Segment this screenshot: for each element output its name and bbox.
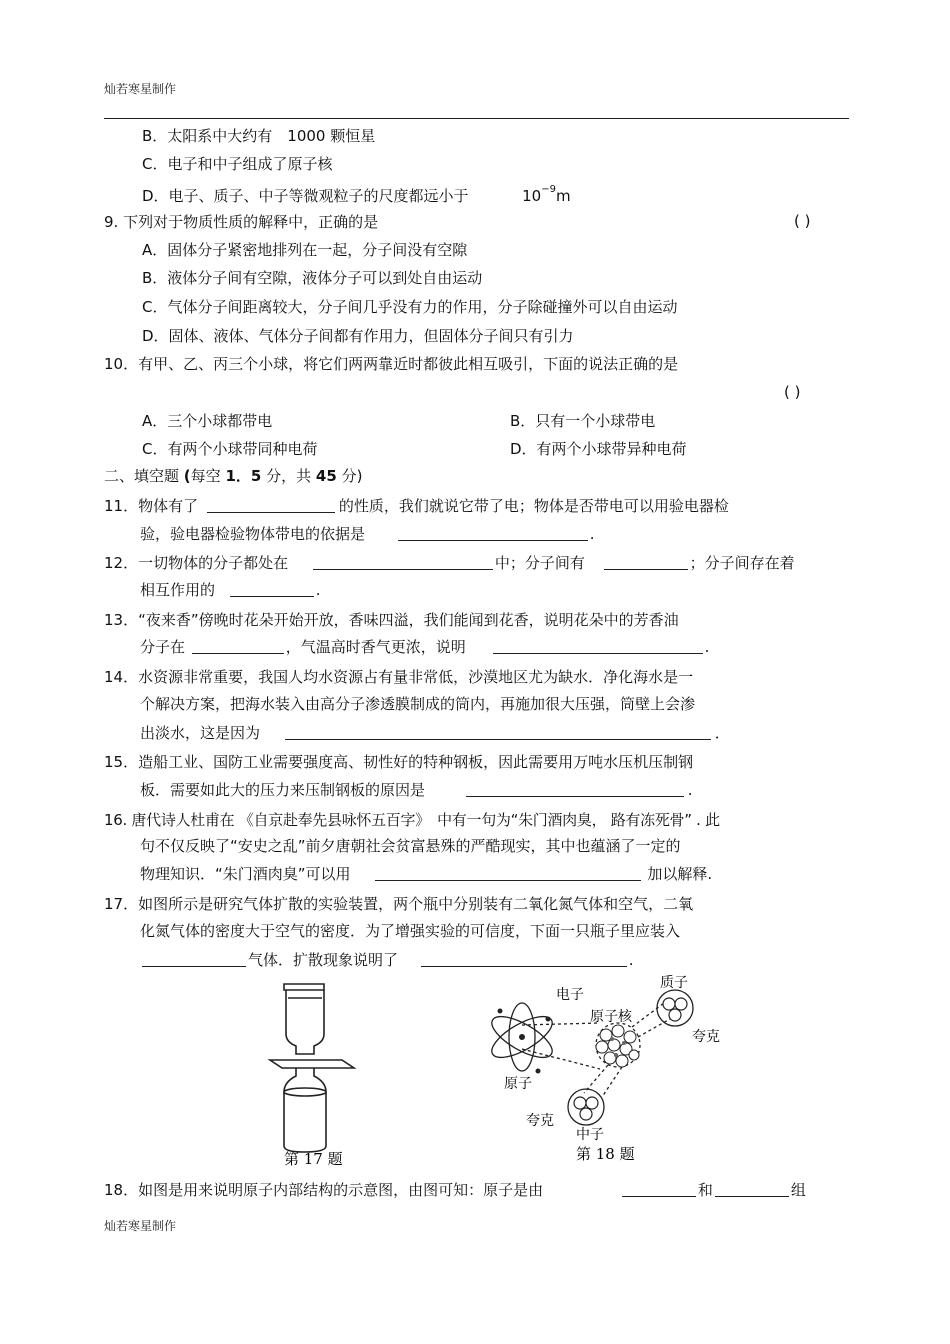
q18-blank-1[interactable] [622,1181,696,1197]
q10-option-b: B．只有一个小球带电 [510,412,656,430]
q11-text-b: 的性质，我们就说它带了电；物体是否带电可以用验电器检 [338,497,729,515]
q8-option-d-unit: m [555,187,571,205]
q11-text-a: 11．物体有了 [104,497,199,515]
figure-17-diffusion-bottles [262,978,362,1168]
q12-line-2 [140,580,321,600]
q13-line-1: 13．“夜来香”傍晚时花朵开始开放，香味四溢，我们能闻到花香，说明花朵中的芳香油 [104,611,679,629]
section-2-note-open: ( [183,467,191,485]
page-header: 灿若寒星制作 [104,82,177,96]
q14-line-2: 个解决方案，把海水装入由高分子渗透膜制成的筒内，再施加很大压强，筒壁上会渗 [140,695,696,713]
figure-17-caption: 第 17 题 [284,1150,343,1168]
q9-answer-paren: ( ) [794,212,811,230]
q14-blank-1[interactable] [285,724,711,740]
section-2-note-b: 1．5 [225,467,262,485]
q16-line-3 [140,864,712,884]
section-2-note-e: 分) [341,467,363,485]
q12-text-c: ；分子间存在着 [689,554,795,572]
q12-line-1 [104,553,795,573]
q8-option-d-exp: −9 [541,184,556,195]
section-2-title: 二、填空题 [104,467,180,485]
q10-option-d: D．有两个小球带异种电荷 [510,440,687,458]
q15-blank-1[interactable] [466,781,684,797]
q18-text-a: 18．如图是用来说明原子内部结构的示意图，由图可知：原子是由 [104,1181,544,1199]
q18-text-c: 组 [790,1181,806,1199]
q11-line-1 [104,496,729,516]
label-nucleus: 原子核 [590,1009,632,1025]
q12-blank-1[interactable] [313,554,493,570]
q8-option-b: B．太阳系中大约有 1000 颗恒星 [142,127,376,145]
figure-18-atom-structure [460,975,740,1170]
q13-blank-1[interactable] [192,638,284,654]
page-footer: 灿若寒星制作 [104,1219,177,1233]
q8-option-c: C．电子和中子组成了原子核 [142,155,333,173]
q13-text-c: . [704,638,710,656]
q9-stem: 9. 下列对于物质性质的解释中，正确的是 [104,213,379,231]
q8-option-d-base: 10 [522,187,542,205]
q10-option-c: C．有两个小球带同种电荷 [142,440,318,458]
q16-text-b: 加以解释. [647,865,713,883]
label-quark-right: 夸克 [692,1029,720,1045]
header-rule [104,118,849,119]
q9-option-b: B．液体分子间有空隙，液体分子可以到处自由运动 [142,269,483,287]
q12-text-b: 中；分子间有 [494,554,585,572]
q14-text-b: ． [714,724,730,742]
section-2-note-d: 45 [315,467,337,485]
q8-option-d-text: D．电子、质子、中子等微观粒子的尺度都远小于 [142,187,469,205]
section-2-note-c: 分，共 [266,467,312,485]
q11-line-2 [140,524,595,544]
q11-blank-1[interactable] [207,497,335,513]
q11-blank-2[interactable] [398,525,588,541]
label-electron: 电子 [556,987,584,1003]
q12-text-a: 12．一切物体的分子都处在 [104,554,289,572]
q14-line-1: 14．水资源非常重要，我国人均水资源占有量非常低，沙漠地区尤为缺水．净化海水是一 [104,668,694,686]
q17-line-2: 化氮气体的密度大于空气的密度．为了增强实验的可信度，下面一只瓶子里应装入 [140,922,681,940]
q15-text-b: . [687,781,693,799]
q17-line-1: 17．如图所示是研究气体扩散的实验装置，两个瓶中分别装有二氧化氮气体和空气，二氧 [104,895,694,913]
q18-blank-2[interactable] [715,1181,789,1197]
q17-text-a: 气体．扩散现象说明了 [248,951,399,969]
q14-line-3 [140,723,730,743]
q17-text-b: . [628,951,634,969]
label-neutron: 中子 [576,1127,604,1143]
q13-line-2 [140,637,709,657]
q10-answer-paren: ( ) [784,383,801,401]
q14-text-a: 出淡水，这是因为 [140,724,261,742]
section-2-note-a: 每空 [190,467,221,485]
q13-text-a: 分子在 [140,638,186,656]
q17-blank-2[interactable] [421,951,627,967]
q16-line-1: 16. 唐代诗人杜甫在 《自京赴奉先县咏怀五百字》 中有一句为“朱门酒肉臭， 路有冻死骨” . 此 [104,811,720,829]
q13-blank-2[interactable] [493,638,703,654]
q15-line-2 [140,780,693,800]
q12-text-e: . [315,581,321,599]
q16-blank-1[interactable] [375,865,641,881]
q17-blank-1[interactable] [142,951,246,967]
q18-line-1 [104,1180,806,1200]
label-atom: 原子 [504,1076,532,1092]
q12-blank-2[interactable] [604,554,688,570]
q12-blank-3[interactable] [230,581,314,597]
q9-option-c: C．气体分子间距离较大，分子间几乎没有力的作用，分子除碰撞外可以自由运动 [142,298,678,316]
q15-line-1: 15．造船工业、国防工业需要强度高、韧性好的特种钢板，因此需要用万吨水压机压制钢 [104,753,694,771]
q9-option-a: A．固体分子紧密地排列在一起，分子间没有空隙 [142,241,468,259]
q8-option-d [142,183,571,206]
q16-text-a: 物理知识．“朱门酒肉臭”可以用 [140,865,351,883]
q11-text-c: 验，验电器检验物体带电的依据是 [140,525,366,543]
q12-text-d: 相互作用的 [140,581,216,599]
q16-line-2: 句不仅反映了“安史之乱”前夕唐朝社会贫富悬殊的严酷现实，其中也蕴涵了一定的 [140,837,681,855]
q11-text-d: . [589,525,595,543]
q10-stem: 10．有甲、乙、丙三个小球，将它们两两靠近时都彼此相互吸引，下面的说法正确的是 [104,355,679,373]
label-quark-left: 夸克 [526,1113,554,1129]
label-proton: 质子 [660,975,688,991]
q18-text-b: 和 [697,1181,713,1199]
q17-line-3 [140,950,634,970]
q10-option-a: A．三个小球都带电 [142,412,273,430]
q13-text-b: ，气温高时香气更浓，说明 [285,638,466,656]
figure-18-caption: 第 18 题 [576,1145,635,1163]
section-2-heading [104,466,362,486]
q15-text-a: 板．需要如此大的压力来压制钢板的原因是 [140,781,426,799]
q9-option-d: D．固体、液体、气体分子间都有作用力，但固体分子间只有引力 [142,327,574,345]
